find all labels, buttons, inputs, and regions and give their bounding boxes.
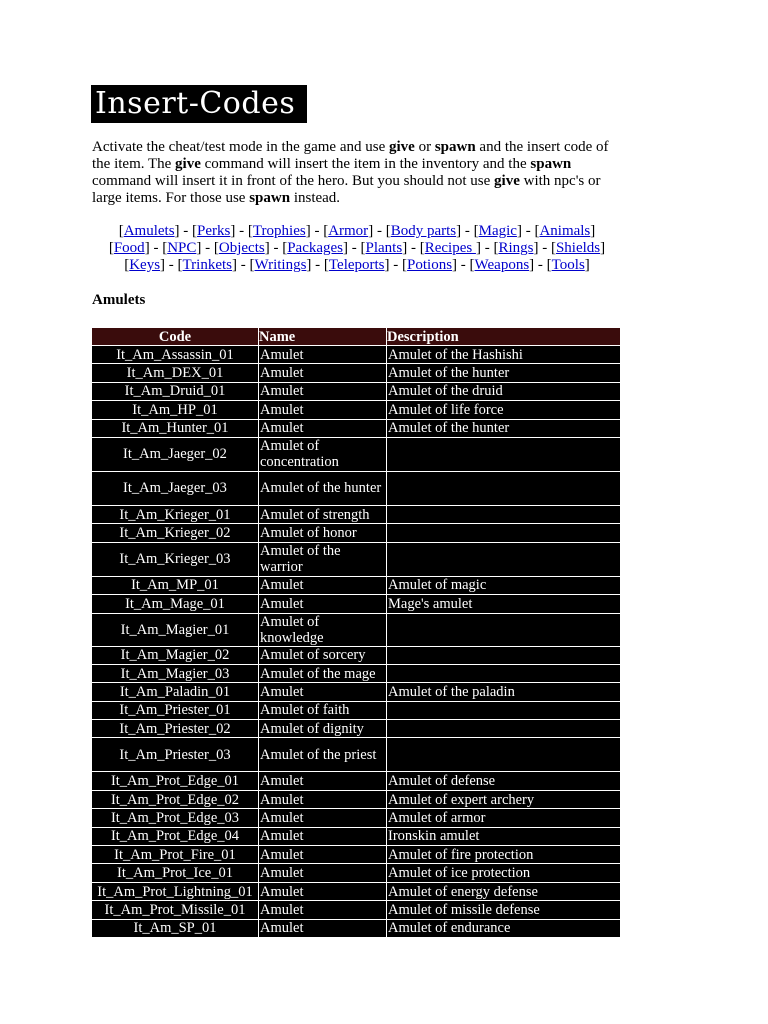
nav-link-body-parts[interactable]: Body parts [390,223,457,239]
name-cell: Amulet of the warrior [259,543,386,576]
description-cell: Amulet of the paladin [387,683,620,700]
name-cell: Amulet [259,846,386,863]
name-cell: Amulet of sorcery [259,647,386,664]
code-cell: It_Am_Magier_03 [92,665,258,682]
keyword-spawn: spawn [249,190,291,206]
description-cell [387,665,620,682]
header-description: Description [387,328,620,345]
table-row [92,883,620,900]
nav-link-amulets[interactable]: Amulets [123,223,175,239]
page-title: Insert-Codes [91,85,307,123]
name-cell: Amulet [259,828,386,845]
nav-link-rings[interactable]: Rings [498,240,534,256]
description-cell [387,472,620,505]
header-name: Name [259,328,386,345]
name-cell: Amulet of knowledge [259,614,386,646]
description-cell: Mage's amulet [387,595,620,612]
table-row [92,401,620,418]
table-row [92,702,620,719]
name-cell: Amulet of the priest [259,738,386,771]
name-cell: Amulet [259,383,386,400]
code-cell: It_Am_Prot_Missile_01 [92,901,258,918]
nav-link-teleports[interactable]: Teleports [328,257,385,273]
nav-link-trinkets[interactable]: Trinkets [182,257,233,273]
intro-text: command will insert it in front of the hero. But you should not use [92,173,495,189]
table-row [92,683,620,700]
nav-link-potions[interactable]: Potions [407,257,453,273]
code-cell: It_Am_Priester_02 [92,720,258,737]
table-row [92,543,620,576]
code-cell: It_Am_Krieger_03 [92,543,258,576]
table-row [92,809,620,826]
name-cell: Amulet [259,364,386,381]
code-cell: It_Am_Jaeger_02 [92,438,258,471]
description-cell: Amulet of endurance [387,920,620,937]
name-cell: Amulet of honor [259,524,386,541]
intro-text: Activate the cheat/test mode in the game and use [92,139,389,155]
table-row [92,383,620,400]
keyword-spawn: spawn [530,156,572,172]
code-cell: It_Am_Mage_01 [92,595,258,612]
code-cell: It_Am_Druid_01 [92,383,258,400]
intro-text: with npc's or large items. For those use [92,173,601,206]
description-cell [387,524,620,541]
code-cell: It_Am_Priester_03 [92,738,258,771]
code-cell: It_Am_Prot_Edge_01 [92,772,258,789]
description-cell: Amulet of armor [387,809,620,826]
code-cell: It_Am_Magier_02 [92,647,258,664]
description-cell [387,738,620,771]
code-cell: It_Am_SP_01 [92,920,258,937]
nav-link-plants[interactable]: Plants [365,240,403,256]
name-cell: Amulet [259,791,386,808]
intro-text: or [414,139,435,155]
nav-link-recipes[interactable]: Recipes [424,240,476,256]
nav-link-tools[interactable]: Tools [551,257,585,273]
table-row [92,472,620,505]
description-cell [387,720,620,737]
name-cell: Amulet of strength [259,506,386,523]
code-cell: It_Am_Krieger_01 [92,506,258,523]
code-cell: It_Am_Paladin_01 [92,683,258,700]
table-row [92,828,620,845]
nav-link-writings[interactable]: Writings [254,257,307,273]
description-cell: Ironskin amulet [387,828,620,845]
description-cell: Amulet of energy defense [387,883,620,900]
table-row [92,738,620,771]
table-row [92,791,620,808]
name-cell: Amulet [259,577,386,594]
code-cell: It_Am_Hunter_01 [92,420,258,437]
table-row [92,346,620,363]
code-cell: It_Am_Prot_Fire_01 [92,846,258,863]
table-row [92,920,620,937]
description-cell: Amulet of ice protection [387,864,620,881]
name-cell: Amulet [259,901,386,918]
section-title-amulets: Amulets [92,292,146,308]
nav-link-animals[interactable]: Animals [539,223,591,239]
description-cell: Amulet of the hunter [387,420,620,437]
name-cell: Amulet of concentration [259,438,386,471]
name-cell: Amulet of the mage [259,665,386,682]
table-row [92,720,620,737]
nav-link-armor[interactable]: Armor [328,223,369,239]
description-cell: Amulet of magic [387,577,620,594]
nav-link-magic[interactable]: Magic [478,223,517,239]
nav-link-objects[interactable]: Objects [218,240,265,256]
code-cell: It_Am_Prot_Lightning_01 [92,883,258,900]
description-cell: Amulet of the Hashishi [387,346,620,363]
description-cell [387,506,620,523]
intro-paragraph [92,139,622,207]
table-row [92,506,620,523]
name-cell: Amulet [259,864,386,881]
keyword-give: give [388,139,415,155]
code-cell: It_Am_Magier_01 [92,614,258,646]
name-cell: Amulet [259,595,386,612]
description-cell [387,543,620,576]
table-row [92,438,620,471]
description-cell [387,438,620,471]
description-cell [387,702,620,719]
table-row [92,364,620,381]
nav-link-npc[interactable]: NPC [167,240,197,256]
table-row [92,846,620,863]
name-cell: Amulet of the hunter [259,472,386,505]
table-row [92,595,620,612]
name-cell: Amulet [259,809,386,826]
nav-link-trophies[interactable]: Trophies [252,223,306,239]
intro-text: instead. [290,190,341,206]
nav-link-shields[interactable]: Shields [555,240,601,256]
nav-link-packages[interactable]: Packages [287,240,344,256]
code-cell: It_Am_Prot_Edge_04 [92,828,258,845]
category-nav: [Amulets] - [Perks] - [Trophies] - [Armor] - [Body parts] - [Magic] - [Animals] [Food] - [NPC] - [Objects] - [Packages] - [Plants] - [Recipes ] - [Rings] - [Shields] [Keys] - [Trinkets] - [Writings] - [Teleports] - [Potions] - [Weapons] - [Tools] [108,223,606,273]
header-code: Code [92,328,258,345]
keyword-give: give [494,173,520,189]
table-row [92,901,620,918]
table-row [92,614,620,646]
intro-text: and the insert code of the item. The [92,139,609,172]
name-cell: Amulet [259,401,386,418]
intro-text: command will insert the item in the inventory and the [200,156,531,172]
table-row [92,524,620,541]
nav-link-perks[interactable]: Perks [197,223,231,239]
table-header-row [92,328,620,345]
name-cell: Amulet [259,883,386,900]
nav-link-weapons[interactable]: Weapons [474,257,530,273]
description-cell [387,647,620,664]
description-cell: Amulet of expert archery [387,791,620,808]
table-row [92,647,620,664]
description-cell: Amulet of the hunter [387,364,620,381]
description-cell: Amulet of defense [387,772,620,789]
description-cell: Amulet of missile defense [387,901,620,918]
code-cell: It_Am_Priester_01 [92,702,258,719]
code-cell: It_Am_DEX_01 [92,364,258,381]
name-cell: Amulet [259,420,386,437]
table-row [92,864,620,881]
code-cell: It_Am_Prot_Edge_03 [92,809,258,826]
nav-link-keys[interactable]: Keys [129,257,161,273]
description-cell [387,614,620,646]
description-cell: Amulet of life force [387,401,620,418]
code-cell: It_Am_Jaeger_03 [92,472,258,505]
code-cell: It_Am_Prot_Ice_01 [92,864,258,881]
name-cell: Amulet [259,920,386,937]
keyword-give: give [175,156,201,172]
name-cell: Amulet of faith [259,702,386,719]
code-cell: It_Am_Assassin_01 [92,346,258,363]
table-row [92,772,620,789]
name-cell: Amulet of dignity [259,720,386,737]
table-row [92,665,620,682]
code-cell: It_Am_Krieger_02 [92,524,258,541]
nav-link-food[interactable]: Food [113,240,145,256]
name-cell: Amulet [259,772,386,789]
table-row [92,420,620,437]
name-cell: Amulet [259,683,386,700]
table-row [92,577,620,594]
name-cell: Amulet [259,346,386,363]
code-cell: It_Am_MP_01 [92,577,258,594]
code-cell: It_Am_Prot_Edge_02 [92,791,258,808]
description-cell: Amulet of fire protection [387,846,620,863]
amulet-codes-table [91,327,621,938]
code-cell: It_Am_HP_01 [92,401,258,418]
keyword-spawn: spawn [434,139,476,155]
description-cell: Amulet of the druid [387,383,620,400]
